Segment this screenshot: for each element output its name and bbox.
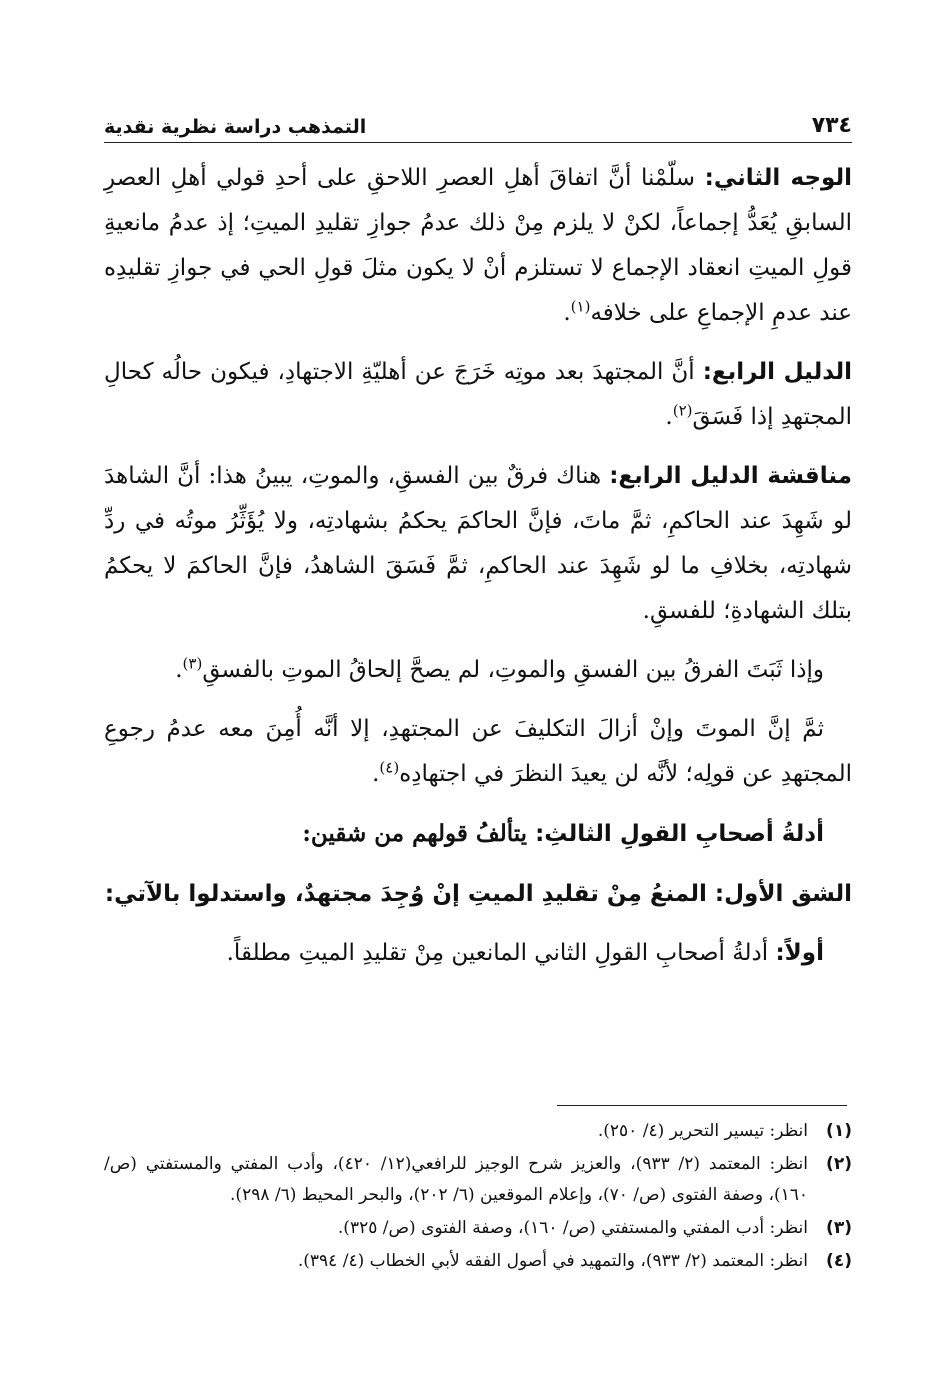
paragraph-text: أدلةُ أصحابِ القولِ الثاني المانعين مِنْ تقليدِ الميتِ مطلقاً. — [226, 940, 776, 966]
footnote-ref: (٣) — [182, 654, 203, 673]
footnote-number: (٤) — [826, 1251, 852, 1271]
paragraph-end: . — [665, 404, 673, 430]
paragraph-lead: أدلةُ أصحابِ القولِ الثالثِ: — [535, 821, 824, 847]
paragraph-text: هناك فرقٌ بين الفسقِ، والموتِ، يبينُ هذا: أنَّ الشاهدَ لو شَهِدَ عند الحاكمِ، ثمَّ ماتَ، فإنَّ الحاكمَ يحكمُ بشهادتِه، ولا يُؤَثِّرُ موتُه في ردِّ شهادتِه، بخلافِ ما لو شَهِدَ عند الحاكمِ، ثمَّ فَسَقَ الشاهدُ، فإنَّ الحاكمَ لا يحكمُ بتلك الشهادةِ؛ للفسقِ. — [104, 463, 852, 624]
paragraph-lead: الشق الأول: — [714, 881, 852, 907]
footnote-number: (٣) — [826, 1218, 852, 1238]
footnote-text: انظر: المعتمد (٢/ ٩٣٣)، والعزيز شرح الوجيز للرافعي(١٢/ ٤٢٠)، وأدب المفتي والمستفتي (ص/ ١٦٠)، وصفة الفتوى (ص/ ٧٠)، وإعلام الموقعين (٦/ ٢٠٢)، والبحر المحيط (٦/ ٢٩٨). — [104, 1154, 808, 1205]
paragraph-lead: أولاً: — [775, 940, 824, 966]
footnote-text: انظر: المعتمد (٢/ ٩٣٣)، والتمهيد في أصول الفقه لأبي الخطاب (٤/ ٣٩٤). — [297, 1251, 808, 1271]
paragraph-text: وإذا ثَبَتَ الفرقُ بين الفسقِ والموتِ، لم يصحَّ إلحاقُ الموتِ بالفسقِ — [202, 657, 824, 683]
paragraph-end: . — [175, 657, 183, 683]
footnote-number: (٢) — [826, 1154, 852, 1174]
footnote-ref: (٢) — [672, 401, 693, 420]
footnote-number: (١) — [826, 1121, 852, 1141]
paragraph-text: أنَّ المجتهدَ بعد موتِه خَرَجَ عن أهليّةِ الاجتهادِ، فيكون حالُه كحالِ المجتهدِ إذا فَسَقَ — [104, 359, 852, 430]
paragraph-text: ثمَّ إنَّ الموتَ وإنْ أزالَ التكليفَ عن المجتهدِ، إلا أنَّه أُمِنَ معه عدمُ رجوعِ المجتهدِ عن قولِه؛ لأنَّه لن يعيدَ النظرَ في اجتهادِه — [104, 716, 852, 787]
footnote-item — [104, 1116, 852, 1147]
paragraph-fourth-evidence — [104, 350, 852, 440]
paragraph-text: المنعُ مِنْ تقليدِ الميتِ إنْ وُجِدَ مجتهدٌ، واستدلوا بالآتي: — [104, 881, 715, 907]
paragraph-first-part — [104, 871, 852, 917]
footnote-text: انظر: أدب المفتي والمستفتي (ص/ ١٦٠)، وصفة الفتوى (ص/ ٣٢٥). — [337, 1218, 808, 1238]
paragraph-end: . — [372, 761, 380, 787]
page-number: ٧٣٤ — [811, 113, 852, 138]
running-title: التمذهب دراسة نظرية نقدية — [104, 116, 367, 138]
footnotes — [104, 1116, 852, 1279]
paragraph-difference — [104, 648, 852, 693]
paragraph-end: . — [563, 300, 571, 326]
paragraph-discussion — [104, 454, 852, 634]
footnote-text: انظر: تيسير التحرير (٤/ ٢٥٠). — [597, 1121, 808, 1141]
header-divider — [104, 142, 852, 143]
footnote-ref: (٤) — [379, 758, 400, 777]
footnote-divider — [557, 1105, 847, 1106]
footnote-item — [104, 1149, 852, 1211]
footnote-ref: (١) — [570, 297, 591, 316]
paragraph-lead: الوجه الثاني: — [704, 165, 852, 191]
paragraph-second-aspect — [104, 156, 852, 336]
footnote-item — [104, 1246, 852, 1277]
paragraph-text: يتألفُ قولهم من شقين: — [302, 820, 536, 847]
main-text — [104, 156, 852, 990]
paragraph-third-opinion — [104, 811, 852, 857]
paragraph-firstly — [104, 931, 852, 976]
paragraph-lead: مناقشة الدليل الرابع: — [609, 463, 853, 489]
footnote-item — [104, 1213, 852, 1244]
paragraph-text: سلّمْنا أنَّ اتفاقَ أهلِ العصرِ اللاحقِ على أحدِ قولي أهلِ العصرِ السابقِ يُعَدُّ إجماعاً، لكنْ لا يلزم مِنْ ذلك عدمُ جوازِ تقليدِ الميتِ؛ إذ عدمُ مانعيةِ قولِ الميتِ انعقاد الإجماع لا تستلزم أنْ لا يكون مثلَ قولِ الحي في جوازِ تقليدِه عند عدمِ الإجماعِ على خلافه — [104, 165, 852, 326]
paragraph-death — [104, 707, 852, 797]
paragraph-lead: الدليل الرابع: — [702, 359, 853, 385]
page-header — [104, 108, 852, 138]
